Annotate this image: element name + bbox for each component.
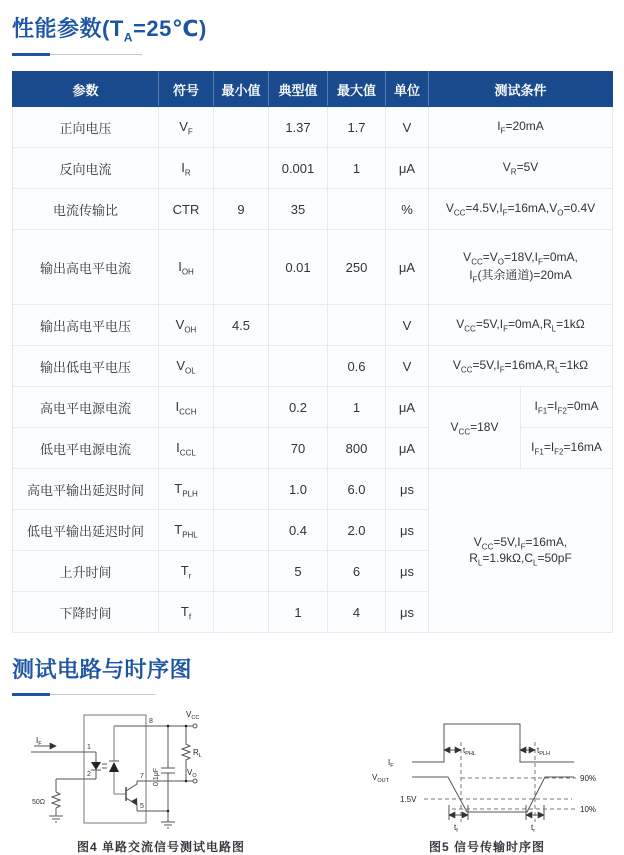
condition-cell: $V_{CC}=5V,I_F=0mA,R_L=1k\Omega$ — [429, 305, 613, 346]
typical-cell: 1.37 — [269, 107, 328, 148]
condition-cell: $V_{CC}=4.5V,I_F=16mA,V_O=0.4V$ — [429, 189, 613, 230]
min-cell — [214, 469, 269, 510]
level-10-label: 10% — [580, 805, 597, 815]
condition-shared-cell: $V_{CC}=18V$ — [429, 387, 521, 469]
tplh-label: $t_{PLH}$ — [537, 746, 550, 758]
typical-cell — [269, 305, 328, 346]
tphl-label: $t_{PHL}$ — [463, 746, 476, 758]
min-cell: 4.5 — [214, 305, 269, 346]
typical-cell: 0.001 — [269, 148, 328, 189]
symbol-cell: $T_f$ — [159, 592, 214, 633]
condition-cell: $I_{F1}=I_{F2}=16mA$ — [521, 428, 613, 469]
level-ref-label: 1.5V — [400, 795, 417, 805]
unit-cell: μA — [386, 428, 429, 469]
unit-cell: V — [386, 305, 429, 346]
pin7-number: 7 — [140, 773, 144, 781]
col-header-max: 最大值 — [328, 72, 386, 107]
symbol-cell: $I_{CCL}$ — [159, 428, 214, 469]
condition-cell: $V_{CC}=5V,I_F=16mA$, $R_L=1.9k\Omega,C_L=50pF$ — [429, 469, 613, 633]
tr-label: $t_r$ — [531, 823, 536, 835]
vout-waveform — [412, 777, 574, 812]
min-cell — [214, 428, 269, 469]
condition-cell: $I_{F1}=I_{F2}=0mA$ — [521, 387, 613, 428]
figure4-caption: 图4 单路交流信号测试电路图 — [76, 840, 245, 855]
min-cell — [214, 230, 269, 305]
performance-parameters-table — [12, 71, 613, 633]
unit-cell: V — [386, 107, 429, 148]
condition-cell: $V_{CC}=V_O=18V,I_F=0mA$, $I_F$(其余通道)=20mA — [429, 230, 613, 305]
table-row — [13, 469, 613, 510]
vcc-terminal — [193, 724, 197, 728]
timing-diagram — [362, 704, 612, 836]
min-cell — [214, 107, 269, 148]
table-row — [13, 230, 613, 305]
if-waveform-label: $I_F$ — [388, 758, 394, 770]
max-cell: 250 — [328, 230, 386, 305]
symbol-cell: CTR — [159, 189, 214, 230]
symbol-cell: $I_{OH}$ — [159, 230, 214, 305]
unit-cell: μA — [386, 148, 429, 189]
unit-cell: μs — [386, 551, 429, 592]
typical-cell: 0.01 — [269, 230, 328, 305]
max-cell: 2.0 — [328, 510, 386, 551]
table-row — [13, 387, 613, 428]
symbol-cell: $I_{CCH}$ — [159, 387, 214, 428]
pin2-number: 2 — [87, 771, 91, 779]
pin5-number: 5 — [140, 803, 144, 811]
table-row — [13, 428, 613, 469]
tf-label: $t_f$ — [454, 823, 458, 835]
parameter-cell: 低电平输出延迟时间 — [13, 510, 159, 551]
max-cell — [328, 305, 386, 346]
vcc-label: $V_{CC}$ — [186, 710, 200, 722]
min-cell — [214, 510, 269, 551]
unit-cell: μs — [386, 592, 429, 633]
pin8-number: 8 — [149, 718, 153, 726]
pin1-number: 1 — [87, 744, 91, 752]
figures-row — [0, 696, 624, 855]
section2-title: 测试电路与时序图 — [12, 657, 193, 683]
unit-cell: μs — [386, 510, 429, 551]
parameter-cell: 输出高电平电压 — [13, 305, 159, 346]
parameter-cell: 输出高电平电流 — [13, 230, 159, 305]
unit-cell: μA — [386, 387, 429, 428]
col-header-unit: 单位 — [386, 72, 429, 107]
capacitor-label: 0.1μF — [153, 768, 160, 787]
load-resistor-label: $R_L$ — [193, 748, 202, 760]
parameter-cell: 高电平输出延迟时间 — [13, 469, 159, 510]
junction-dot — [185, 725, 188, 728]
max-cell — [328, 189, 386, 230]
figure5-block — [362, 704, 612, 855]
figure5-caption: 图5 信号传输时序图 — [428, 840, 545, 855]
vo-label: $V_O$ — [187, 768, 197, 780]
symbol-cell: $V_{OL}$ — [159, 346, 214, 387]
ground-icon — [161, 822, 175, 828]
table-row — [13, 107, 613, 148]
typical-cell: 1.0 — [269, 469, 328, 510]
min-cell — [214, 551, 269, 592]
underline-blue-bar — [12, 693, 50, 696]
symbol-cell: $I_R$ — [159, 148, 214, 189]
vout-waveform-label: $V_{OUT}$ — [372, 773, 389, 785]
max-cell: 4 — [328, 592, 386, 633]
input-current-label: $I_F$ — [36, 736, 42, 748]
vo-terminal — [193, 779, 197, 783]
col-header-symbol: 符号 — [159, 72, 214, 107]
table-row — [13, 305, 613, 346]
min-cell — [214, 387, 269, 428]
parameter-cell: 输出低电平电压 — [13, 346, 159, 387]
test-circuit-diagram — [16, 704, 306, 836]
typical-cell: 0.4 — [269, 510, 328, 551]
symbol-cell: $V_F$ — [159, 107, 214, 148]
parameter-cell: 高电平电源电流 — [13, 387, 159, 428]
max-cell: 1 — [328, 387, 386, 428]
junction-dot — [167, 810, 170, 813]
condition-cell: $I_F=20mA$ — [429, 107, 613, 148]
parameter-cell: 上升时间 — [13, 551, 159, 592]
max-cell: 0.6 — [328, 346, 386, 387]
symbol-cell: $T_{PLH}$ — [159, 469, 214, 510]
symbol-cell: $T_{PHL}$ — [159, 510, 214, 551]
col-header-parameter: 参数 — [13, 72, 159, 107]
table-row — [13, 189, 613, 230]
max-cell: 6 — [328, 551, 386, 592]
input-resistor-label: 50Ω — [32, 799, 46, 807]
parameter-cell: 下降时间 — [13, 592, 159, 633]
transistor-collector — [126, 781, 137, 791]
min-cell — [214, 346, 269, 387]
typical-cell — [269, 346, 328, 387]
parameter-cell: 低电平电源电流 — [13, 428, 159, 469]
typical-cell: 70 — [269, 428, 328, 469]
section1-title: 性能参数$(T_A=25℃)$ — [12, 16, 207, 45]
col-header-min: 最小值 — [214, 72, 269, 107]
typical-cell: 0.2 — [269, 387, 328, 428]
parameter-cell: 正向电压 — [13, 107, 159, 148]
underline-blue-bar — [12, 53, 50, 56]
table-row — [13, 148, 613, 189]
section2-underline — [12, 693, 155, 696]
unit-cell: μA — [386, 230, 429, 305]
junction-dot — [167, 725, 170, 728]
symbol-cell: $V_{OH}$ — [159, 305, 214, 346]
junction-dot — [185, 780, 188, 783]
ground-icon — [49, 816, 63, 822]
load-resistor-icon — [182, 744, 190, 760]
parameter-cell: 电流传输比 — [13, 189, 159, 230]
level-90-label: 90% — [580, 774, 597, 784]
symbol-cell: $T_r$ — [159, 551, 214, 592]
max-cell: 6.0 — [328, 469, 386, 510]
led-diode-icon — [91, 762, 101, 770]
col-header-test-condition: 测试条件 — [429, 72, 613, 107]
typical-cell: 1 — [269, 592, 328, 633]
photodiode-icon — [109, 762, 119, 772]
max-cell: 1 — [328, 148, 386, 189]
condition-cell: $V_R=5V$ — [429, 148, 613, 189]
typical-cell: 35 — [269, 189, 328, 230]
min-cell — [214, 148, 269, 189]
transistor-emitter — [126, 798, 137, 811]
table-row — [13, 346, 613, 387]
input-resistor-icon — [52, 792, 60, 808]
max-cell: 800 — [328, 428, 386, 469]
col-header-typical: 典型值 — [269, 72, 328, 107]
max-cell: 1.7 — [328, 107, 386, 148]
parameter-cell: 反向电流 — [13, 148, 159, 189]
condition-cell: $V_{CC}=5V,I_F=16mA,R_L=1k\Omega$ — [429, 346, 613, 387]
min-cell — [214, 592, 269, 633]
params-table-body — [13, 107, 613, 633]
unit-cell: μs — [386, 469, 429, 510]
min-cell: 9 — [214, 189, 269, 230]
figure4-block — [16, 704, 306, 855]
unit-cell: V — [386, 346, 429, 387]
table-header-row — [13, 72, 613, 107]
unit-cell: % — [386, 189, 429, 230]
typical-cell: 5 — [269, 551, 328, 592]
section1-underline — [12, 53, 142, 56]
